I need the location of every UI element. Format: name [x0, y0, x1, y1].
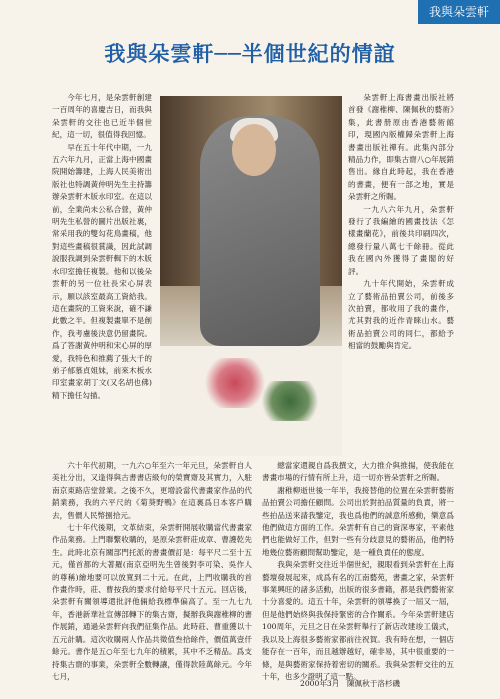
paragraph: 早在五十年代中期，一九五六年九月，正當上海中國畫院開始籌建，上海人民美術出版社也特調黃仲明先生主持籌辦朵雲軒木版水印室。在這以前，全業尚未公私合營，黃仲明先生私營的圖片出版社裏，常采用我的雙勾花鳥畫稿，他對這些畫稿很賞識，因此試調說服我調到朵雲軒輯下的木版水印室擔任複製。他和以後朵雲軒的另一位社長宋心屏表示，願以該室最高工資給我。這在畫院的工資來說，確不謙此數之半。但複製畫單不是創作，我考慮後決意仍留畫院。爲了答謝黃仲明和宋心屏的厚愛，我特色和推薦了張大千的弟子郁慕貞姐妹，前來木板水印室畫家胡丁文(又名胡也佛)精下擔任勾描。	[52, 142, 152, 400]
paragraph: 今年七月，是朵雲軒創建一百周年的喜慶吉日，而我與朵雲軒的交往也已近半個世紀，這一切，很值得我回憶。	[52, 93, 152, 140]
column-left	[52, 92, 152, 468]
signature: 2000年3月 陳佩秋于洛杉磯	[300, 679, 401, 688]
paragraph: 總當家還親自爲我撰文，大力推介與推揚，使我能在書畫市場的行情有所上升，這一切亦皆朵雲軒之所賜。	[262, 461, 454, 483]
column-right	[348, 92, 454, 454]
column-bottom-right	[262, 460, 454, 685]
artist-photo	[160, 96, 342, 456]
column-bottom-left	[52, 460, 252, 685]
paragraph: 九十年代開始，朵雲軒成立了藝術品拍賣公司，前後多次拍賣，都收用了我的畫作，尤其對我的近作青睞山水。藝術品拍賣公司的同仁，都給予相當的鼓勵與肯定。	[348, 279, 454, 351]
article-title: 我與朵雲軒──半個世紀的情誼	[104, 41, 396, 66]
paragraph: 七十年代後期，文革結束，朵雲軒開展收購當代書畫家作品業務。上門聯繫收購的，是原朵雲軒莊成章、曹護乾先生。此時北京有關部門托派的書畫價訂是：每平尺二至十五元，僅首都的大著羅(南京亞明先生曾後對李可染、吳作人的尊稱)繪地要可以放寬到二十元。在此，上門收購我的首作畫作時，莊、曹按我的要求付給每平尺十五元。回店後，朵雲軒有關領導還批評他倆給我標準偏高了。至一九七九年，香港新華社宣傳部轉下的集古齋，擬辦我與謝稚柳的書作展銷，通過朵雲軒向我們征集作品。此時莊、曹重獲以十五元計購。這次收購兩人作品共徵值叁拾餘件，價值萬壹仟餘元。書作是五○年至七九年的積累，其中不乏精品。爲支持集古齋的事業，朵雲軒全數轉讓，僅得款陸萬餘元。今年七月，	[52, 523, 252, 681]
paragraph: 一九八六年九月，朵雲軒發行了我編繪的國畫技法《怎樣畫蘭花》，前後共印刷四次，總發行量八萬七千餘冊。從此我在國內外獲得了畫閣的好評。	[348, 204, 454, 276]
section-tag: 我與朵雲軒	[418, 0, 500, 24]
paragraph: 六十年代初期，一九六○年至六一年元旦，朵雲軒自人美社分出，又逢得與古書書店級句的榮寶齋及其實力，入駐南京東路店堂營業。之後不久，更增設當代書畫家作品的代銷業務，我的六平尺的《菊葵野鴨》在這裏爲日本客戶購去，售價人民幣捌拾元。	[52, 461, 252, 520]
paragraph: 謝稚柳逝世後一年半，我接替他的位置在朵雲軒藝術品拍賣公司擔任顧問。公司出於對拍品質量的負責，將一些拍品送來請我鑒定，我也爲他們的誠意所感動，樂意爲他們做這方面的工作。朵雲軒有自己的資深專家，平素他們也能做好工作，但對一些有分歧意見的藝術品，他們特地幾位藝術顧問幫助鑒定，是一種負責任的態度。	[262, 485, 454, 557]
paragraph: 我與朵雲軒交往近半個世紀，親眼看到朵雲軒在上海藝壇發展起來，成爲有名的江南藝苑，書畫之家，朵雲軒事業興旺的諸多活動，出版的很多書籍，都是我們藝術家十分喜愛的。這五十年，朵雲軒的領導換了一屆又一屆，但是他們始終與我保持緊密的合作關系。今年朵雲軒建店100周年，元旦之日在朵雲軒舉行了新店改建竣工儀式，我以及上海很多藝術家都前往祝賀。我有時在想，一個店能存在一百年，而且越辦越好，確非易，其中很重要的一條，是與藝術家保持着密切的關系。我與朵雲軒交往的五十年，也多少證明了這一點。	[262, 560, 454, 681]
paragraph: 朵雲軒上海書畫出版社將首發《謝稚柳、陳佩秋的藝術》集，此書册原由香港藝術館印，現國內版權歸朵雲軒上海書畫出版社禪有。此集內部分精品力作，即集古齋八○年展銷售出。緣自此時起，我在香港的書畫，便有一部之地，實是朵雲軒之所賜。	[348, 93, 454, 202]
